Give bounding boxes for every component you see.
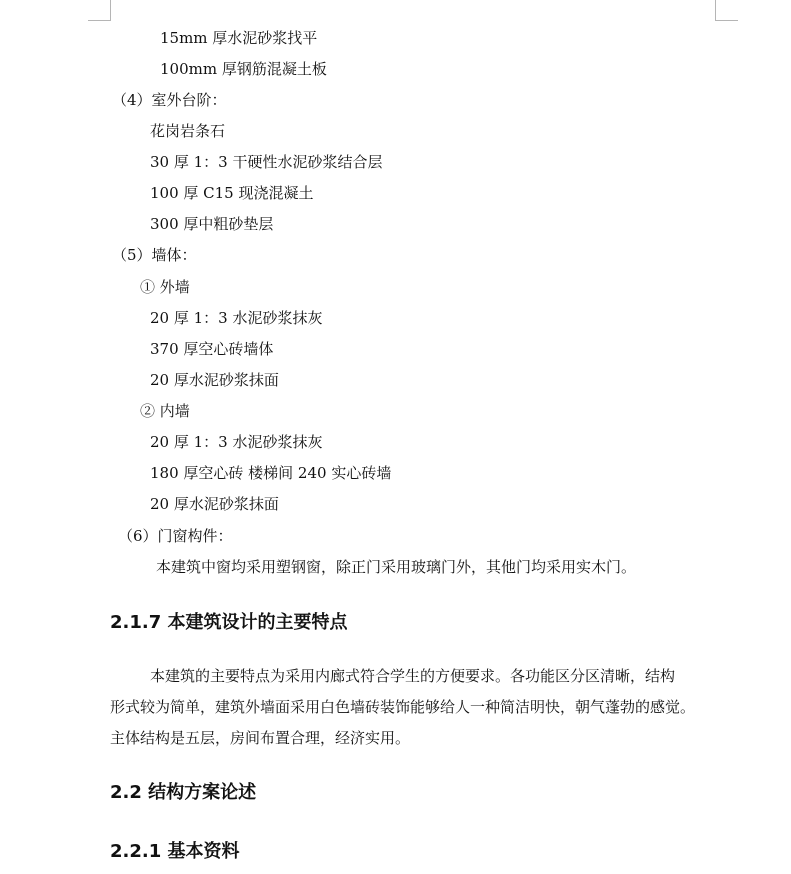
sub-heading-exterior-wall: ① 外墙 xyxy=(140,278,190,296)
list-heading-wall: （5）墙体： xyxy=(112,246,197,264)
text-line: 300 厚中粗砂垫层 xyxy=(150,215,274,233)
list-heading-outdoor-steps: （4）室外台阶： xyxy=(112,91,227,109)
crop-mark-left-horizontal xyxy=(88,20,110,21)
paragraph-line: 本建筑的主要特点为采用内廊式符合学生的方便要求。各功能区分区清晰，结构 xyxy=(150,667,676,685)
text-line: 30 厚 1：3 干硬性水泥砂浆结合层 xyxy=(150,153,383,171)
text-line: 20 厚水泥砂浆抹面 xyxy=(150,495,279,513)
crop-mark-right-horizontal xyxy=(716,20,738,21)
body-paragraph xyxy=(110,661,716,754)
text-line: 20 厚 1：3 水泥砂浆抹灰 xyxy=(150,309,323,327)
text-line: 20 厚 1：3 水泥砂浆抹灰 xyxy=(150,433,323,451)
section-heading-2-2: 2.2 结构方案论述 xyxy=(110,782,257,803)
text-line: 本建筑中窗均采用塑钢窗，除正门采用玻璃门外，其他门均采用实木门。 xyxy=(156,558,637,576)
text-line: 15mm 厚水泥砂浆找平 xyxy=(160,29,318,47)
section-heading-2-1-7: 2.1.7 本建筑设计的主要特点 xyxy=(110,612,348,633)
crop-mark-right-vertical xyxy=(715,0,716,21)
text-line: 20 厚水泥砂浆抹面 xyxy=(150,371,279,389)
text-line: 花岗岩条石 xyxy=(150,122,226,140)
paragraph-line: 主体结构是五层，房间布置合理，经济实用。 xyxy=(110,729,411,747)
sub-heading-interior-wall: ② 内墙 xyxy=(140,402,190,420)
paragraph-line: 形式较为简单，建筑外墙面采用白色墙砖装饰能够给人一种简洁明快，朝气蓬勃的感觉。 xyxy=(110,698,696,716)
text-line: 100 厚 C15 现浇混凝土 xyxy=(150,184,314,202)
text-line: 100mm 厚钢筋混凝土板 xyxy=(160,60,327,78)
section-heading-2-2-1: 2.2.1 基本资料 xyxy=(110,841,240,862)
crop-mark-left-vertical xyxy=(110,0,111,21)
text-line: 370 厚空心砖墙体 xyxy=(150,340,274,358)
text-line: 180 厚空心砖 楼梯间 240 实心砖墙 xyxy=(150,464,392,482)
list-heading-doors-windows: （6）门窗构件： xyxy=(118,527,233,545)
